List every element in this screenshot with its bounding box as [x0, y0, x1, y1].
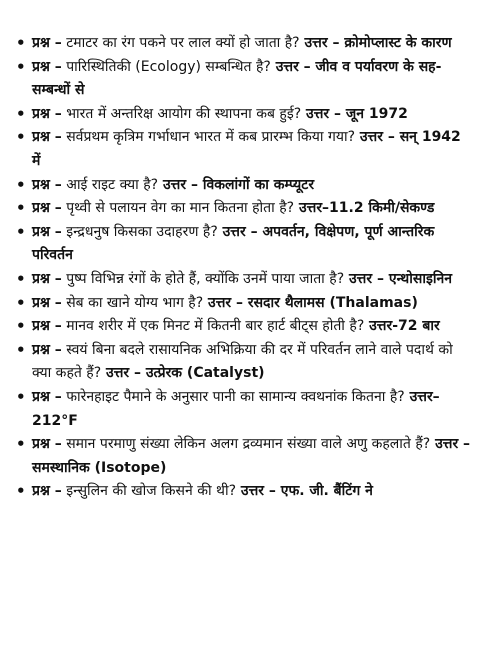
answer-label: उत्तर –: [236, 483, 276, 500]
bullet: •: [16, 317, 26, 336]
question-text: समान परमाणु संख्या लेकिन अलग द्रव्यमान संख्या वाले अणु कहलाते हैं?: [61, 436, 431, 453]
question-text: भारत में अन्तरिक्ष आयोग की स्थापना कब हुई?: [61, 105, 302, 122]
bullet: •: [16, 175, 26, 194]
question-text: फारेनहाइट पैमाने के अनुसार पानी का सामान्य क्वथनांक कितना है?: [61, 388, 405, 405]
answer-text: अपवर्तन, विक्षेपण, पूर्ण आन्तरिक परिवर्तन: [32, 223, 435, 264]
answer-label: उत्तर –: [270, 58, 311, 75]
answer-label: उत्तर–: [294, 200, 330, 217]
answer-label: उत्तर –: [299, 35, 340, 51]
answer-label: उत्तर –: [355, 129, 395, 146]
answer-label: उत्तर –: [101, 365, 141, 382]
list-item: [12, 433, 472, 480]
question-label: प्रश्न –: [32, 436, 62, 453]
answer-text: 212°F: [32, 412, 78, 429]
answer-text: विकलांगों का कम्प्यूटर: [197, 176, 315, 193]
question-text: टमाटर का रंग पकने पर लाल क्यों हो जाता है?: [61, 35, 300, 51]
question-label: प्रश्न –: [32, 341, 62, 358]
bullet: •: [16, 435, 26, 454]
question-text: आई राइट क्या है?: [61, 176, 159, 193]
answer-text: रसदार थैलामस (Thalamas): [242, 294, 418, 311]
list-item: [12, 315, 472, 339]
question-text: पुष्प विभिन्न रंगों के होते हैं, क्योंकि उनमें पाया जाता है?: [61, 270, 345, 287]
bullet: •: [16, 57, 26, 76]
answer-label: उत्तर –: [203, 294, 243, 311]
list-item: [12, 339, 472, 386]
answer-label: उत्तर –: [217, 223, 258, 240]
list-item: [12, 480, 472, 504]
bullet: •: [16, 293, 26, 312]
bullet: •: [16, 128, 26, 147]
question-label: प्रश्न –: [32, 58, 62, 75]
bullet: •: [16, 199, 26, 218]
answer-text: जीव व पर्यावरण के सह-सम्बन्धों से: [32, 58, 442, 99]
answer-text: क्रोमोप्लास्ट के कारण: [339, 35, 452, 51]
answer-label: उत्तर –: [158, 176, 198, 193]
question-label: प्रश्न –: [32, 270, 62, 287]
list-item: [12, 221, 472, 268]
list-item: [12, 292, 472, 316]
qa-list: [12, 32, 472, 504]
list-item: [12, 174, 472, 198]
answer-label: उत्तर –: [301, 105, 341, 122]
question-label: प्रश्न –: [32, 129, 62, 146]
answer-label: उत्तर –: [430, 436, 471, 453]
answer-text: 11.2 किमी/सेकण्ड: [329, 200, 435, 217]
question-label: प्रश्न –: [32, 294, 62, 311]
answer-label: उत्तर–: [404, 388, 440, 405]
question-label: प्रश्न –: [32, 388, 62, 405]
bullet: •: [16, 222, 26, 241]
answer-text: उत्प्रेरक (Catalyst): [141, 365, 265, 382]
list-item: [12, 197, 472, 221]
bullet: •: [16, 269, 26, 288]
question-text: इन्सुलिन की खोज किसने की थी?: [61, 483, 237, 500]
bullet: •: [16, 340, 26, 359]
question-label: प्रश्न –: [32, 176, 62, 193]
bullet: •: [16, 34, 26, 52]
answer-text: समस्थानिक (Isotope): [32, 459, 167, 476]
question-text: सर्वप्रथम कृत्रिम गर्भाधान भारत में कब प्रारम्भ किया गया?: [61, 129, 356, 146]
question-text: सेब का खाने योग्य भाग है?: [61, 294, 204, 311]
question-label: प्रश्न –: [32, 105, 62, 122]
question-text: मानव शरीर में एक मिनट में कितनी बार हार्ट बीट्स होती है?: [61, 318, 365, 335]
answer-text: एन्थोसाइनिन: [383, 270, 453, 287]
question-text: पारिस्थितिकी (Ecology) सम्बन्धित है?: [61, 58, 271, 75]
answer-text: सन् 1942 में: [32, 129, 461, 169]
question-label: प्रश्न –: [32, 200, 62, 217]
answer-text: एफ. जी. बैंटिंग ने: [275, 483, 373, 500]
list-item: [12, 386, 472, 433]
answer-label: उत्तर-: [364, 318, 399, 335]
question-text: पृथ्वी से पलायन वेग का मान कितना होता है?: [61, 200, 295, 217]
question-text: इन्द्रधनुष किसका उदाहरण है?: [61, 223, 218, 240]
answer-label: उत्तर –: [344, 270, 384, 287]
answer-text: 72 बार: [398, 318, 440, 335]
question-text: स्वयं बिना बदले रासायनिक अभिक्रिया की दर में परिवर्तन लाने वाले पदार्थ को क्या कहते हैं?: [32, 341, 453, 382]
list-item: [12, 56, 472, 103]
question-label: प्रश्न –: [32, 35, 62, 51]
bullet: •: [16, 482, 26, 501]
question-label: प्रश्न –: [32, 223, 62, 240]
list-item: [12, 32, 472, 56]
answer-text: जून 1972: [341, 105, 408, 122]
list-item: [12, 268, 472, 292]
question-label: प्रश्न –: [32, 318, 62, 335]
bullet: •: [16, 387, 26, 406]
list-item: [12, 126, 472, 173]
bullet: •: [16, 104, 26, 123]
question-label: प्रश्न –: [32, 483, 62, 500]
list-item: [12, 103, 472, 127]
